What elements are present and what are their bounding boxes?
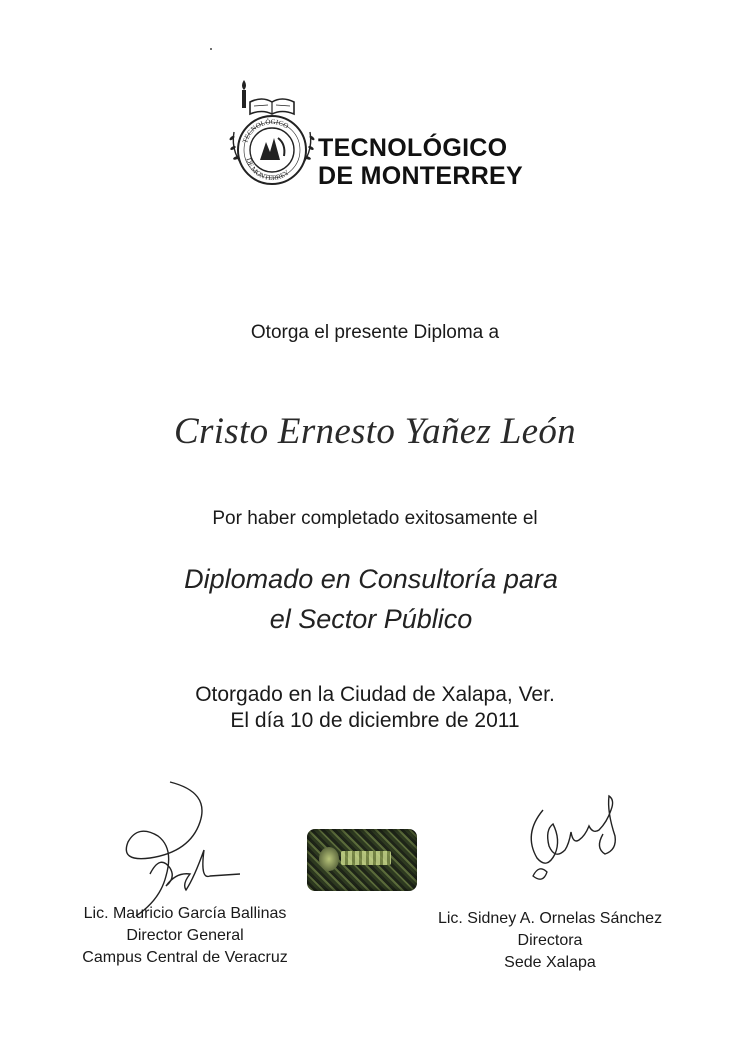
institution-seal-icon bbox=[226, 76, 318, 194]
issue-place: Otorgado en la Ciudad de Xalapa, Ver. bbox=[195, 683, 555, 706]
signatory-right bbox=[420, 908, 680, 974]
hologram-seal-icon bbox=[307, 829, 417, 891]
signature-right-icon bbox=[505, 780, 630, 900]
issue-date: El día 10 de diciembre de 2011 bbox=[230, 709, 520, 732]
institution-name-line1: TECNOLÓGICO bbox=[318, 134, 508, 162]
signatory-left-unit: Campus Central de Veracruz bbox=[82, 949, 288, 966]
signatory-left-title: Director General bbox=[126, 927, 244, 944]
svg-text:TECNOLÓGICO: TECNOLÓGICO bbox=[241, 117, 290, 145]
signatory-right-title: Directora bbox=[517, 932, 583, 949]
award-reason: Por haber completado exitosamente el bbox=[212, 508, 538, 529]
svg-text:DE MONTERREY: DE MONTERREY bbox=[244, 157, 291, 183]
signature-left-icon bbox=[110, 778, 240, 918]
signatory-left-name: Lic. Mauricio García Ballinas bbox=[83, 905, 287, 922]
signatory-left bbox=[60, 903, 310, 969]
award-intro: Otorga el presente Diploma a bbox=[250, 322, 500, 343]
signatory-right-name: Lic. Sidney A. Ornelas Sánchez bbox=[437, 910, 663, 927]
program-title-line2: el Sector Público bbox=[269, 604, 473, 634]
institution-name-line2: DE MONTERREY bbox=[318, 162, 524, 190]
recipient-name: Cristo Ernesto Yañez León bbox=[174, 411, 576, 452]
program-title-line1: Diplomado en Consultoría para bbox=[184, 564, 558, 594]
scan-speck bbox=[210, 48, 212, 50]
signatory-right-unit: Sede Xalapa bbox=[504, 954, 596, 971]
